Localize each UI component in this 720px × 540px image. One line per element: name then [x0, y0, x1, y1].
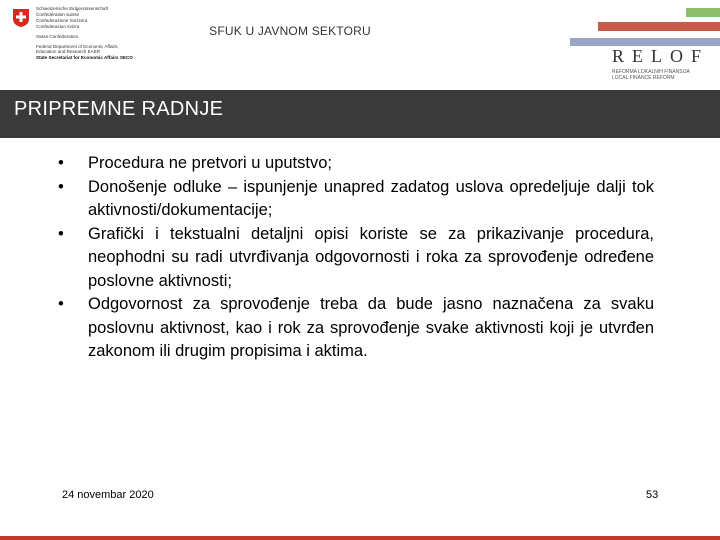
swiss-line: Confederazione Svizzera	[36, 17, 88, 23]
section-title: PRIPREMNE RADNJE	[14, 98, 224, 120]
bullet-mark: •	[58, 154, 64, 172]
bullet-mark: •	[58, 224, 64, 243]
bottom-accent-strip	[0, 536, 720, 540]
bullet-text: Procedura ne pretvori u uputstvo;	[88, 154, 332, 172]
bullet-mark: •	[58, 295, 64, 313]
relof-word: RELOF	[612, 46, 710, 66]
red-bar	[598, 22, 720, 31]
bullet-text: Odgovornost za sprovođenje treba da bude jasno naznačena za svaku poslovnu aktivnost, kao i rok za sprovođenje svake aktivnosti koji je utvrđen zakonom ili drugim propisima i aktima.	[88, 295, 654, 360]
relof-sub-line: LOCAL FINANCE REFORM	[612, 75, 675, 81]
bullet-item	[58, 223, 654, 294]
swiss-dept-line: Federal Department of Economic Affairs,	[36, 43, 119, 49]
bullet-list	[58, 152, 654, 364]
swiss-dept: Swiss Confederation	[36, 33, 79, 39]
blue-bar	[570, 38, 720, 46]
bullet-item	[58, 152, 654, 176]
slide-header	[0, 0, 720, 90]
swiss-dept-line: Education and Research EAER	[36, 49, 101, 55]
page-number: 53	[646, 489, 659, 501]
top-title: SFUK U JAVNOM SEKTORU	[209, 24, 371, 38]
relof-sub-line: REFORMA LOKALNIH FINANSIJA	[612, 69, 690, 75]
decorative-bars	[560, 0, 720, 50]
swiss-dept-line: State Secretariat for Economic Affairs SECO	[36, 55, 133, 61]
relof-logo	[612, 46, 720, 81]
bullet-text: Donošenje odluke – ispunjenje unapred zadatog uslova opredeljuje dalji tok aktivnosti/dokumentacije;	[88, 177, 654, 219]
swiss-text	[36, 6, 133, 61]
footer-date: 24 novembar 2020	[62, 489, 154, 501]
swiss-line: Confederaziun svizra	[36, 23, 80, 29]
bullet-mark: •	[58, 177, 64, 196]
bullet-item	[58, 293, 654, 364]
swiss-flag-icon	[12, 8, 30, 28]
section-band	[0, 90, 720, 138]
swiss-line: Confédération suisse	[36, 11, 80, 17]
bullet-item	[58, 176, 654, 223]
bullet-text: Grafički i tekstualni detaljni opisi koriste se za prikazivanje procedura, neophodni su radi utvrđivanja odgovornosti i roka za sprovođenje određene poslovne aktivnosti;	[88, 224, 654, 290]
swiss-confederation-logo	[12, 6, 162, 84]
swiss-line: Schweizerische Eidgenossenschaft	[36, 6, 109, 11]
green-bar	[686, 8, 720, 17]
